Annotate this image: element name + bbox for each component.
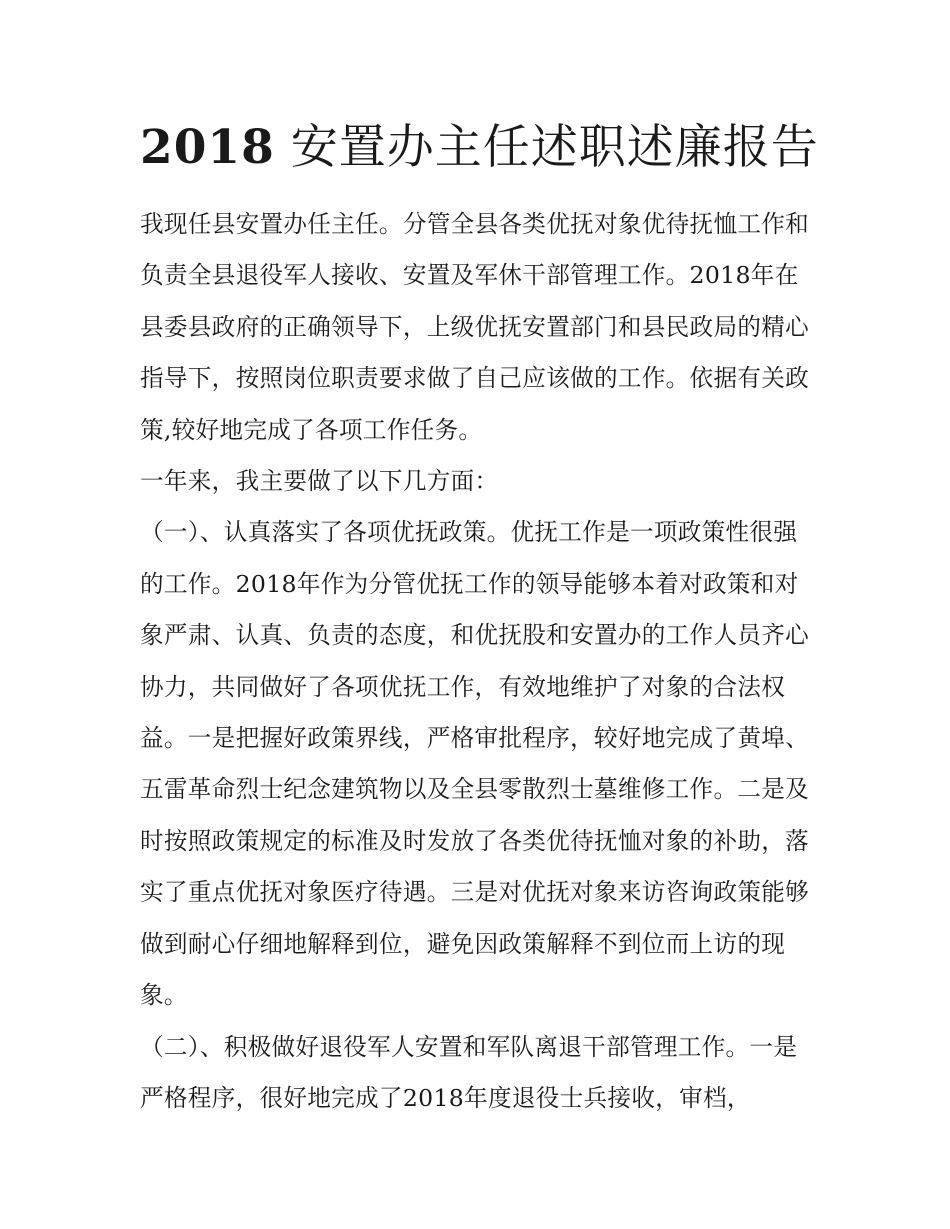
document-title	[140, 118, 830, 178]
paragraph-section-2: （二）、积极做好退役军人安置和军队离退干部管理工作。一是严格程序，很好地完成了2018年度退役士兵接收，审档，	[140, 1032, 798, 1112]
title-year: 2018	[140, 120, 275, 175]
paragraph-summary: 一年来，我主要做了以下几方面：	[140, 467, 499, 496]
document-body	[140, 199, 812, 1124]
paragraph-intro: 我现任县安置办任主任。分管全县各类优抚对象优待抚恤工作和负责全县退役军人接收、安置及军休干部管理工作。2018年在县委县政府的正确领导下，上级优抚安置部门和县民政局的精心指导下，按照岗位职责要求做了自己应该做的工作。依据有关政策,较好地完成了各项工作任务。	[140, 210, 810, 444]
title-text: 安置办主任述职述廉报告	[290, 120, 819, 175]
paragraph-section-1: （一）、认真落实了各项优抚政策。优抚工作是一项政策性很强的工作。2018年作为分管优抚工作的领导能够本着对政策和对象严肃、认真、负责的态度，和优抚股和安置办的工作人员齐心协力，共同做好了各项优抚工作，有效地维护了对象的合法权益。一是把握好政策界线，严格审批程序，较好地完成了黄埠、五雷革命烈士纪念建筑物以及全县零散烈士墓维修工作。二是及时按照政策规定的标准及时发放了各类优待抚恤对象的补助，落实了重点优抚对象医疗待遇。三是对优抚对象来访咨询政策能够做到耐心仔细地解释到位，避免因政策解释不到位而上访的现象。	[140, 518, 810, 1010]
